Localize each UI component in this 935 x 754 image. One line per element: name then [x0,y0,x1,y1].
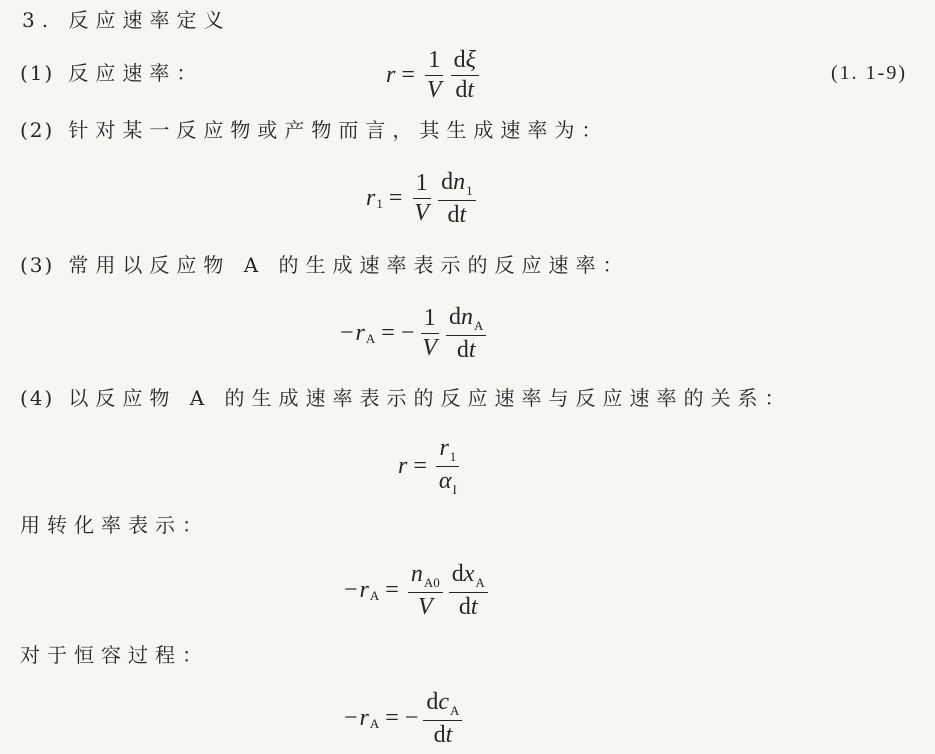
numerator-subscript: 1 [466,182,473,198]
fraction-numerator [423,688,462,721]
equals-sign: = [385,704,399,731]
differential-d: d [433,721,446,748]
equals-sign: = [381,319,395,346]
formula-constant-volume-rate [344,689,465,747]
item-3-text: 常用以反应物 A 的生成速率表示的反应速率： [68,253,630,277]
numerator-variable: ξ [465,47,476,73]
minus-sign: − [340,319,354,346]
derivative-fraction [438,168,476,229]
fraction-denominator [436,467,460,498]
fraction-denominator [431,721,456,749]
item-2-label: (2) [20,118,55,142]
fraction-denominator: V [426,77,442,103]
item-3 [20,251,630,279]
numerator-variable: x [463,560,475,587]
derivative-fraction [449,560,488,621]
item-2 [20,116,608,144]
differential-d: d [426,688,439,715]
fraction-denominator: V [417,593,433,620]
numerator-subscript: A [450,702,460,718]
denominator-variable: t [459,201,467,228]
item-4 [20,384,792,412]
formula-rate-definition [386,46,482,104]
numerator-subscript: A0 [423,574,440,590]
lhs-variable: r [355,319,365,346]
lhs-subscript: 1 [376,196,383,211]
denominator-variable: t [445,721,453,748]
formula-reactant-rate [340,304,489,362]
formula-conversion-rate [344,561,491,619]
formula-species-rate [366,169,479,227]
numerator-variable: n [453,168,466,195]
numerator-subscript: 1 [449,449,457,464]
differential-d: d [451,560,464,587]
numerator-variable: r [439,435,449,461]
fraction-numerator: 1 [421,304,439,334]
fraction-numerator [438,168,476,201]
lhs-subscript: A [369,588,380,603]
equals-sign: = [385,576,399,603]
lhs-subscript: A [365,331,376,346]
coefficient-fraction [411,169,432,227]
differential-d: d [455,77,468,103]
minus-sign: − [344,576,358,603]
numerator-subscript: A [475,574,485,590]
fraction-denominator [454,336,479,364]
numerator-variable: c [438,688,450,715]
denominator-variable: t [467,77,475,103]
differential-d: d [441,168,454,195]
item-1-text: 反应速率： [68,61,204,85]
numerator-variable: n [461,303,474,330]
coefficient-fraction [408,560,443,621]
fraction-numerator: 1 [425,46,443,76]
equals-sign: = [413,452,427,479]
fraction-numerator [446,303,486,336]
numerator-variable: n [410,560,423,587]
note-constant-volume: 对于恒容过程： [20,643,209,667]
item-2-text: 针对某一反应物或产物而言，其生成速率为： [68,118,609,142]
fraction-denominator [456,593,481,621]
denominator-variable: t [468,336,476,363]
denominator-variable: t [470,593,478,620]
lhs-variable: r [359,704,369,731]
lhs-variable: r [359,576,369,603]
fraction-denominator: V [422,335,438,361]
coefficient-fraction [419,304,440,362]
minus-sign: − [344,704,358,731]
lhs-variable: r [386,61,396,88]
denominator-variable: α [438,468,452,494]
derivative-fraction [446,303,486,364]
item-1-label: (1) [20,61,55,85]
fraction-denominator [444,201,469,229]
item-1 [20,59,203,87]
lhs-variable: r [398,452,408,479]
item-3-label: (3) [20,253,55,277]
fraction-numerator [436,434,459,467]
fraction-denominator: V [414,200,430,226]
section-heading: 3. 反应速率定义 [22,8,231,32]
lhs-subscript: A [369,716,380,731]
numerator-subscript: A [474,317,484,333]
equation-number: (1. 1-9) [831,62,907,84]
equals-sign: = [401,61,415,88]
fraction-numerator: 1 [413,169,431,199]
coefficient-fraction [424,46,445,104]
minus-sign: − [404,704,419,731]
lhs-variable: r [366,184,376,211]
denominator-subscript: I [452,482,457,497]
differential-d: d [449,303,462,330]
differential-d: d [453,47,466,73]
derivative-fraction [451,46,479,104]
minus-sign: − [400,319,415,346]
fraction-numerator [408,560,443,593]
fraction-denominator [452,76,477,104]
derivative-fraction [423,688,462,749]
fraction-numerator [451,46,479,76]
item-4-label: (4) [20,386,55,410]
differential-d: d [456,336,469,363]
fraction-numerator [449,560,488,593]
differential-d: d [458,593,471,620]
item-4-text: 以反应物 A 的生成速率表示的反应速率与反应速率的关系： [68,386,792,410]
formula-relation [398,437,463,495]
differential-d: d [447,201,460,228]
ratio-fraction [436,434,460,498]
equals-sign: = [388,184,403,211]
note-conversion: 用转化率表示： [20,513,209,537]
